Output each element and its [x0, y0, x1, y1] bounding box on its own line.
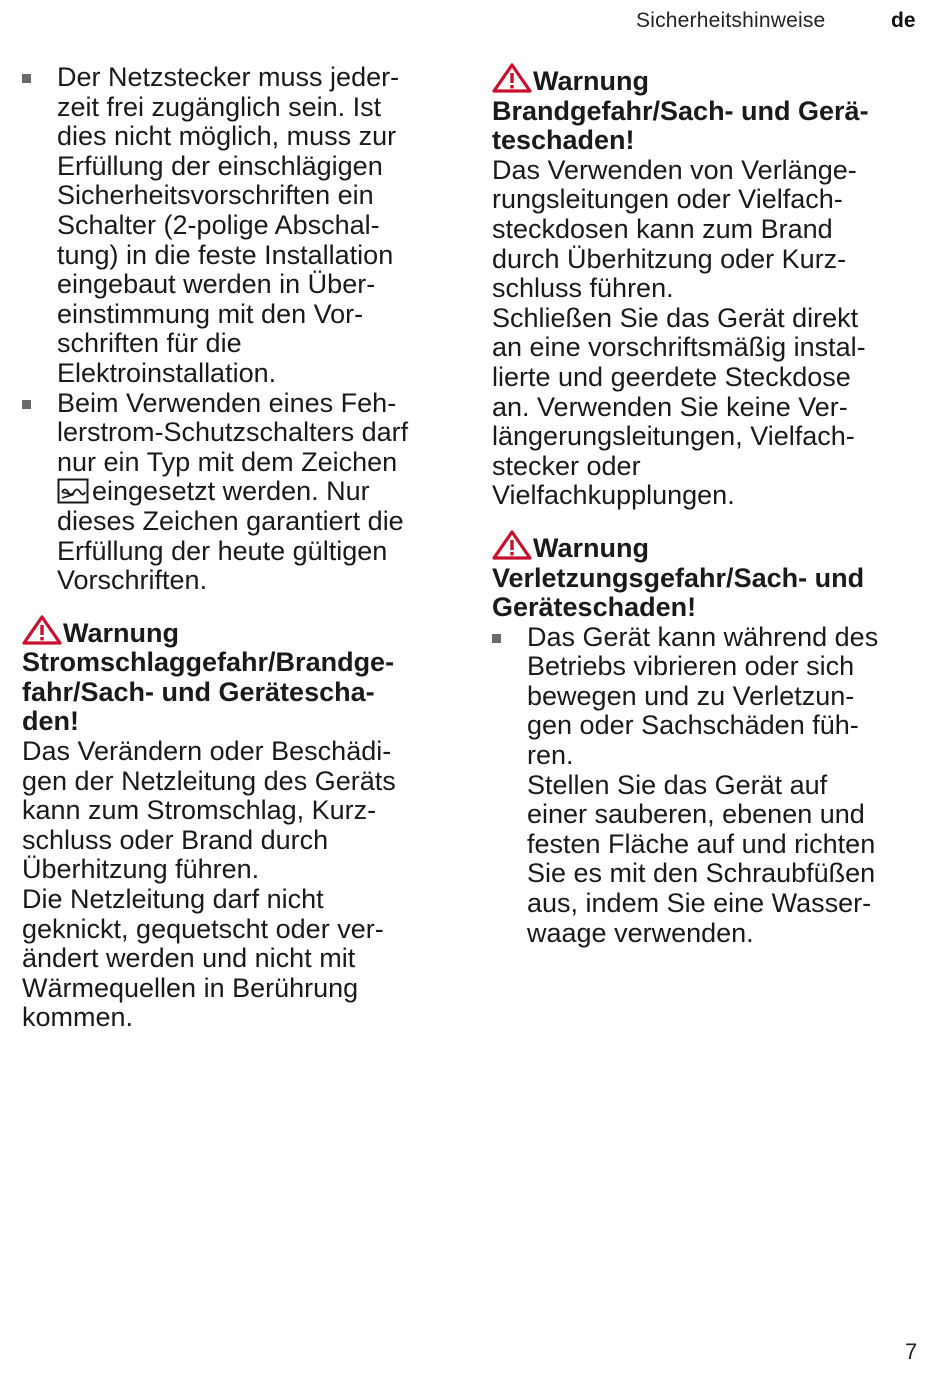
- warning-title-line: Stromschlaggefahr/Brandge-: [22, 647, 395, 678]
- text-line: gen oder Sachschäden füh-: [527, 710, 859, 741]
- text-line: Die Netzleitung darf nicht: [22, 884, 324, 915]
- text-line: Sicherheitsvorschriften ein: [57, 180, 374, 211]
- warning-electric-shock: [22, 615, 462, 1033]
- text-line: einstimmung mit den Vor-: [57, 298, 364, 329]
- bullet-square-icon: [22, 74, 31, 83]
- text-line: tung) in die feste Installation: [57, 239, 394, 270]
- warning-triangle-icon: [22, 615, 62, 645]
- text-line: zeit frei zugänglich sein. Ist: [57, 91, 382, 122]
- text-line: Der Netzstecker muss jeder-: [57, 62, 400, 92]
- text-line: nur ein Typ mit dem Zeichen: [57, 446, 398, 477]
- text-line: aus, indem Sie eine Wasser-: [527, 888, 872, 919]
- text-line: längerungsleitungen, Vielfach-: [492, 421, 855, 452]
- bullet-item-vibration: [492, 623, 932, 949]
- header-section-title: Sicherheitshinweise: [636, 9, 826, 32]
- text-line: Elektroinstallation.: [57, 357, 277, 388]
- text-line: dies nicht möglich, muss zur: [57, 121, 397, 152]
- text-line: dieses Zeichen garantiert die: [57, 505, 404, 536]
- rcd-symbol-icon: [57, 478, 89, 504]
- warning-label: Warnung: [63, 617, 179, 648]
- text-line: schriften für die: [57, 328, 242, 359]
- right-column: [492, 63, 932, 948]
- warning-title-line: fahr/Sach- und Gerätescha-: [22, 676, 375, 707]
- text-line-with-icon: [57, 477, 462, 507]
- text-line: Schalter (2-polige Abschal-: [57, 209, 380, 240]
- warning-injury: [492, 530, 932, 948]
- header-language-code: de: [891, 9, 916, 32]
- text-line: Erfüllung der heute gültigen: [57, 535, 388, 566]
- text-line: ändert werden und nicht mit: [22, 943, 356, 974]
- text-line: stecker oder: [492, 450, 641, 481]
- text-line: schluss oder Brand durch: [22, 824, 329, 855]
- text-line: festen Fläche auf und richten: [527, 828, 876, 859]
- text-line: geknickt, gequetscht oder ver-: [22, 913, 384, 944]
- warning-body: [22, 737, 462, 1033]
- text-line: kommen.: [22, 1002, 134, 1033]
- warning-label: Warnung: [533, 532, 649, 563]
- text-line: an eine vorschriftsmäßig instal-: [492, 332, 866, 363]
- text-line: Das Verwenden von Verlänge-: [492, 154, 857, 185]
- text-line: kann zum Stromschlag, Kurz-: [22, 795, 377, 826]
- text-line: Vielfachkupplungen.: [492, 480, 735, 511]
- warning-label-line: [22, 615, 462, 649]
- warning-title-line: Brandgefahr/Sach- und Gerä-: [492, 95, 869, 126]
- text-line: Das Verändern oder Beschädi-: [22, 736, 392, 767]
- text-line: Wärmequellen in Berührung: [22, 972, 359, 1003]
- text-line: Schließen Sie das Gerät direkt: [492, 302, 859, 333]
- text-line: Stellen Sie das Gerät auf: [527, 769, 828, 800]
- text-line: an. Verwenden Sie keine Ver-: [492, 391, 848, 422]
- text-line: lierte und geerdete Steckdose: [492, 361, 851, 392]
- text-line: gen der Netzleitung des Geräts: [22, 765, 396, 796]
- text-line: steckdosen kann zum Brand: [492, 213, 833, 244]
- warning-title-line: teschaden!: [492, 125, 635, 156]
- page-number: 7: [905, 1339, 918, 1364]
- warning-heading: [492, 530, 932, 623]
- text-line: bewegen und zu Verletzun-: [527, 680, 855, 711]
- text-line: rungsleitungen oder Vielfach-: [492, 184, 843, 215]
- warning-title-line: Verletzungsgefahr/Sach- und: [492, 562, 865, 593]
- warning-label-line: [492, 530, 932, 564]
- warning-title-line: den!: [22, 706, 79, 737]
- warning-title-line: Geräteschaden!: [492, 592, 697, 623]
- text-line: Betriebs vibrieren oder sich: [527, 651, 855, 682]
- text-line: schluss führen.: [492, 273, 674, 304]
- warning-body: [492, 156, 932, 511]
- bullet-item-plug-access: [22, 63, 462, 389]
- text-line: Erfüllung der einschlägigen: [57, 150, 383, 181]
- bullet-item-rcd: [22, 389, 462, 596]
- warning-fire: [492, 63, 932, 511]
- text-line: durch Überhitzung oder Kurz-: [492, 243, 847, 274]
- text-line: waage verwenden.: [527, 917, 754, 948]
- text-line: eingebaut werden in Über-: [57, 269, 376, 300]
- text-line: ren.: [527, 740, 574, 771]
- text-fragment: eingesetzt werden. Nur: [92, 476, 370, 507]
- text-line: Das Gerät kann während des: [527, 621, 879, 652]
- bullet-square-icon: [492, 634, 501, 643]
- text-line: Sie es mit den Schraubfüßen: [527, 858, 876, 889]
- text-line: Überhitzung führen.: [22, 854, 260, 885]
- left-column: [22, 63, 462, 1033]
- bullet-square-icon: [22, 400, 31, 409]
- warning-label: Warnung: [533, 66, 649, 96]
- warning-heading: [22, 615, 462, 737]
- text-line: Beim Verwenden eines Feh-: [57, 387, 397, 418]
- warning-triangle-icon: [492, 63, 532, 93]
- warning-heading: [492, 63, 932, 156]
- warning-label-line: [492, 63, 932, 97]
- text-line: Vorschriften.: [57, 565, 208, 596]
- warning-triangle-icon: [492, 530, 532, 560]
- text-line: einer sauberen, ebenen und: [527, 799, 865, 830]
- text-line: lerstrom-Schutzschalters darf: [57, 417, 409, 448]
